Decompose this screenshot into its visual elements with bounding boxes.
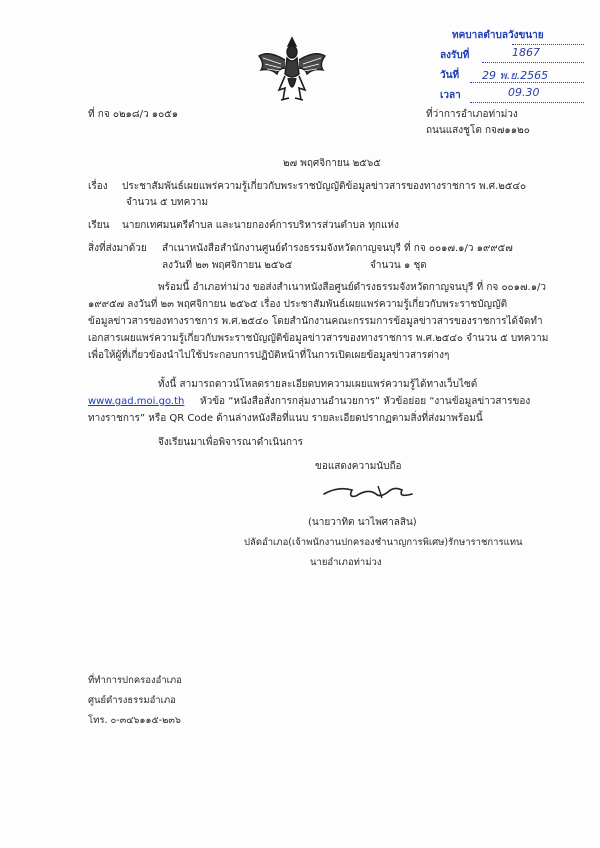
body-p1-line1: พร้อมนี้ อำเภอท่าม่วง ขอส่งสำเนาหนังสือศูนย์ดำรงธรรมจังหวัดกาญจนบุรี ที่ กจ ๐๐๑๗.๑/ว (158, 282, 547, 293)
footer-office-line1: ที่ทำการปกครองอำเภอ (88, 675, 182, 686)
footer-office-line2: ศูนย์ดำรงธรรมอำเภอ (88, 695, 176, 706)
closing-regards: ขอแสดงความนับถือ (315, 461, 402, 472)
footer-phone: โทร. ๐-๓๔๖๑๑๕-๒๓๖ (88, 715, 181, 726)
received-stamp (430, 22, 590, 108)
subject-line2: จำนวน ๕ บทความ (126, 197, 209, 208)
sender-address-line2: ถนนแสงชูโต กจ๗๑๑๒๐ (426, 125, 530, 136)
signer-name: (นายวาทิต นาไพศาลสิน) (308, 517, 417, 528)
stamp-received-no: 1867 (512, 46, 540, 59)
letter-date: ๒๗ พฤศจิกายน ๒๕๖๕ (283, 158, 381, 169)
website-link-text[interactable]: www.gad.moi.go.th (88, 396, 185, 407)
sender-address-line1: ที่ว่าการอำเภอท่าม่วง (426, 109, 518, 120)
body-p2-line1: ทั้งนี้ สามารถดาวน์โหลดรายละเอียดบทความเผยแพร่ความรู้ได้ทางเว็บไซต์ (158, 379, 478, 390)
body-p2-line2: หัวข้อ “หนังสือสั่งการกลุ่มงานอำนวยการ” หัวข้อย่อย “งานข้อมูลข่าวสารของ (200, 396, 531, 407)
signer-position-line1: ปลัดอำเภอ(เจ้าพนักงานปกครองชำนาญการพิเศษ)รักษาราชการแทน (244, 537, 523, 548)
garuda-emblem-icon (255, 34, 329, 106)
stamp-date-label: วันที่ (440, 70, 460, 81)
to-text: นายกเทศมนตรีตำบล และนายกองค์การบริหารส่วนตำบล ทุกแห่ง (122, 220, 399, 231)
website-link[interactable] (88, 395, 184, 408)
stamp-time-value: 09.30 (508, 86, 540, 99)
signer-position-line2: นายอำเภอท่าม่วง (310, 557, 382, 568)
body-p1-line4: เอกสารเผยแพร่ความรู้เกี่ยวกับพระราชบัญญัติข้อมูลข่าวสารของทางราชการ พ.ศ.๒๕๔๐ จำนวน ๕ บทความ (88, 333, 549, 344)
stamp-time-label: เวลา (440, 90, 461, 101)
enclosure-label: สิ่งที่ส่งมาด้วย (88, 243, 147, 254)
enclosure-line2: ลงวันที่ ๒๓ พฤศจิกายน ๒๕๖๕ (162, 260, 293, 271)
enclosure-line1: สำเนาหนังสือสำนักงานศูนย์ดำรงธรรมจังหวัดกาญจนบุรี ที่ กจ ๐๐๑๗.๑/ว ๑๙๙๕๗ (162, 243, 513, 254)
body-p1-line5: เพื่อให้ผู้ที่เกี่ยวข้องนำไปใช้ประกอบการปฏิบัติหน้าที่ในการเปิดเผยข้อมูลข่าวสารต่างๆ (88, 350, 450, 361)
body-p2-line3: ทางราชการ” หรือ QR Code ด้านล่างหนังสือที่แนบ รายละเอียดปรากฏตามสิ่งที่ส่งมาพร้อมนี้ (88, 413, 483, 424)
body-p3: จึงเรียนมาเพื่อพิจารณาดำเนินการ (158, 437, 304, 448)
stamp-date-value: 29 พ.ย.2565 (482, 69, 549, 82)
stamp-received-label: ลงรับที่ (440, 50, 470, 61)
stamp-org: ทคบาลตำบลวังขนาย (452, 30, 544, 41)
reference-number: ที่ กจ ๐๒๑๘/ว ๑๐๕๑ (88, 109, 179, 120)
subject-text: ประชาสัมพันธ์เผยแพร่ความรู้เกี่ยวกับพระราชบัญญัติข้อมูลข่าวสารของทางราชการ พ.ศ.๒๕๔๐ (122, 181, 527, 192)
signature-icon (318, 476, 418, 506)
subject-label: เรื่อง (88, 181, 108, 192)
body-p1-line3: ข้อมูลข่าวสารของทางราชการ พ.ศ.๒๕๔๐ โดยสำนักงานคณะกรรมการข้อมูลข่าวสารของราชการได้จัดทำ (88, 316, 543, 327)
enclosure-count: จำนวน ๑ ชุด (370, 260, 427, 271)
to-label: เรียน (88, 220, 110, 231)
body-p1-line2: ๑๙๙๕๗ ลงวันที่ ๒๓ พฤศจิกายน ๒๕๖๕ เรื่อง ประชาสัมพันธ์เผยแพร่ความรู้เกี่ยวกับพระราชบัญญัติ (88, 299, 508, 310)
